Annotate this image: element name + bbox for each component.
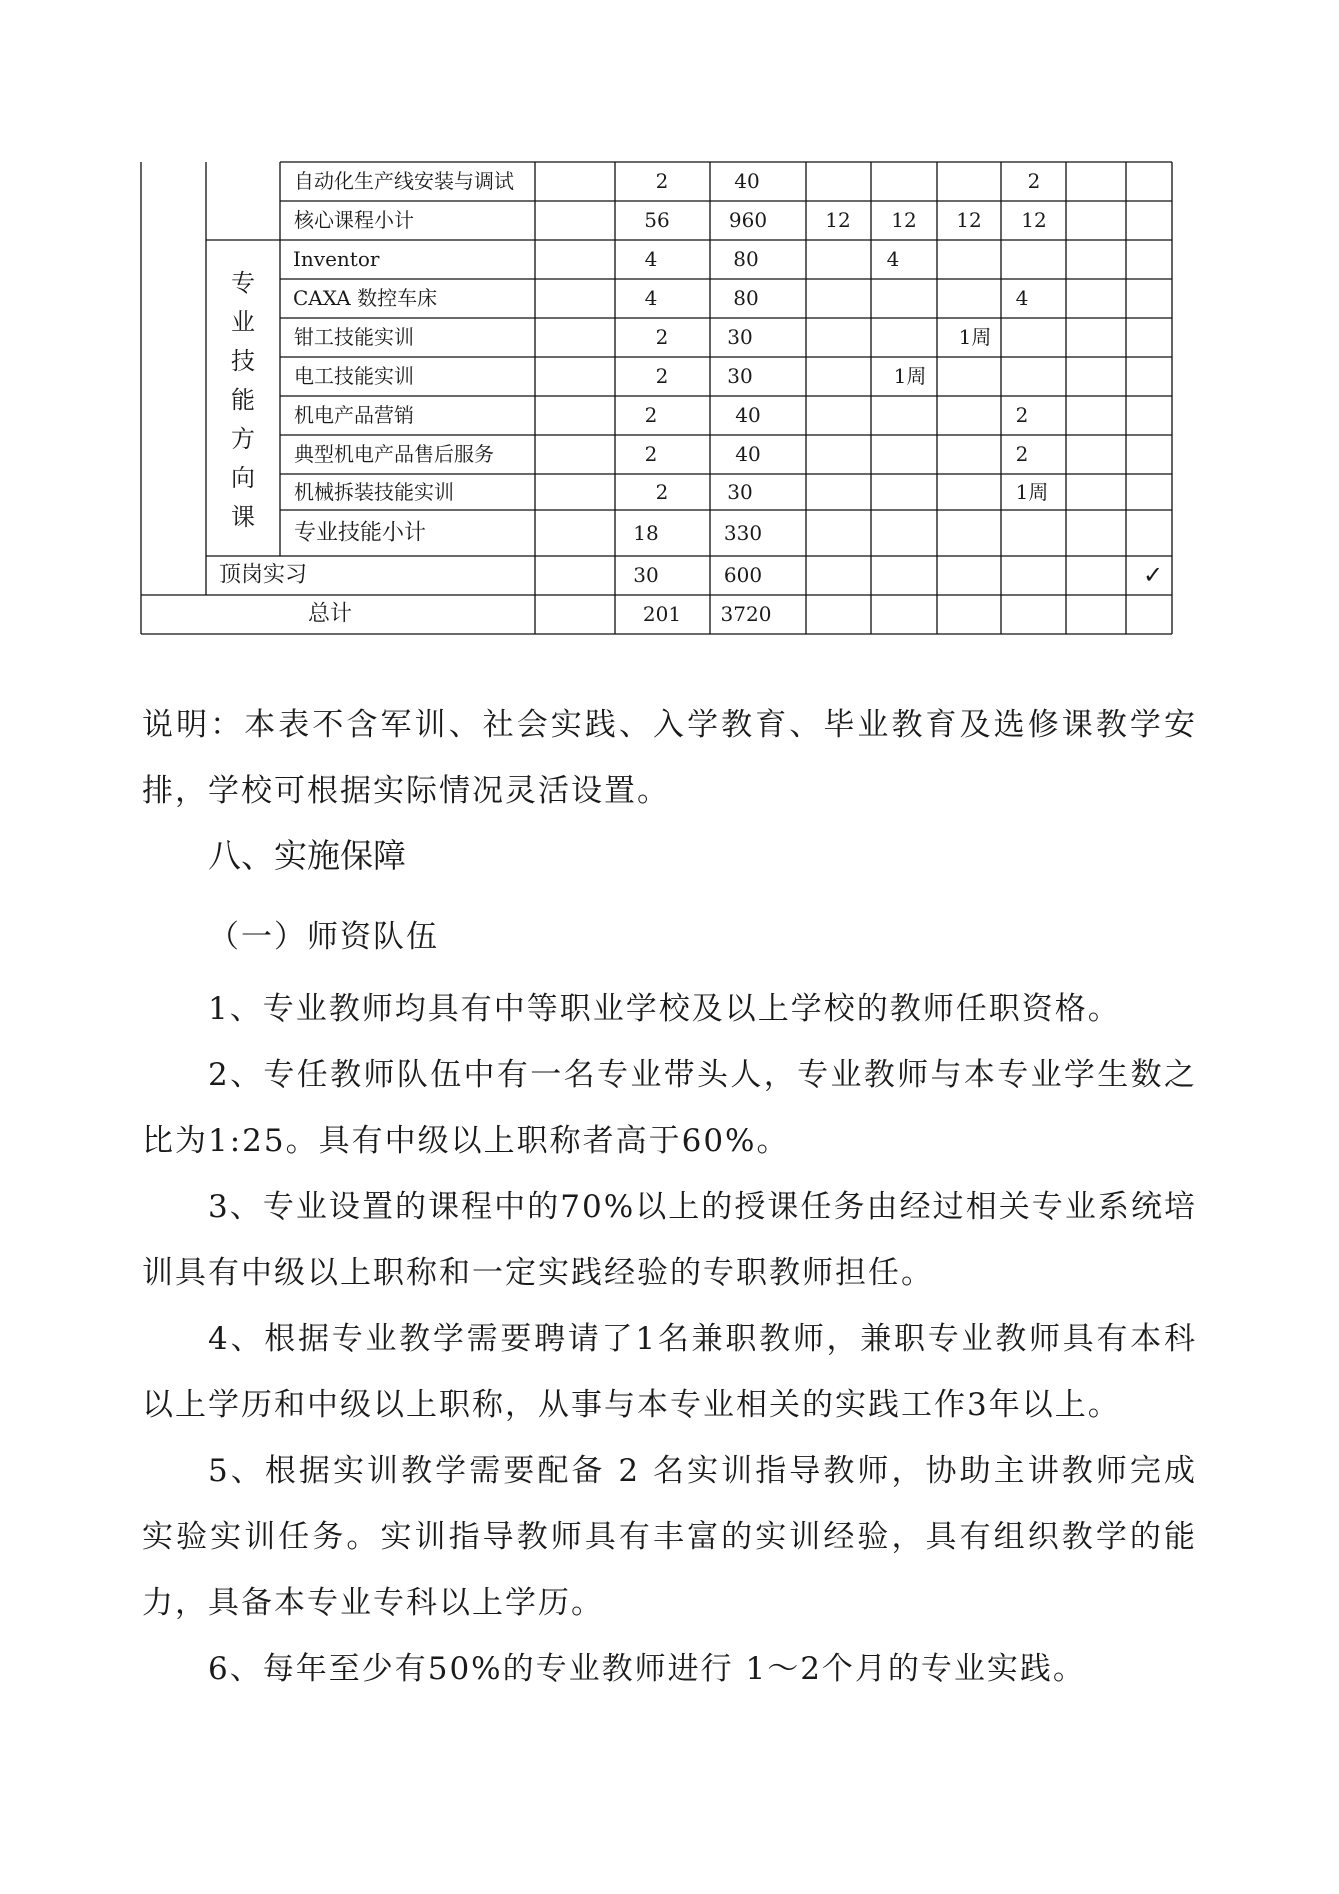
course-name: 电工技能实训: [294, 364, 414, 388]
hours-cell: 40: [735, 442, 761, 466]
course-name: Inventor: [293, 247, 380, 271]
semester-cell: 2: [1015, 442, 1029, 466]
table-row: [293, 286, 1028, 310]
list-item: 2、专任教师队伍中有一名专业带头人，专业教师与本专业学生数之比为1:25。具有中级以上职称者高于60%。: [142, 1057, 1197, 1159]
category-char: 技: [231, 347, 255, 375]
credits-cell: 2: [655, 480, 669, 504]
list-item: 1、专业教师均具有中等职业学校及以上学校的教师任职资格。: [208, 991, 1121, 1027]
credits-cell: 56: [644, 208, 670, 232]
category-char: 课: [231, 503, 255, 531]
internship-row: [219, 561, 1163, 589]
course-name: 钳工技能实训: [294, 325, 414, 349]
list-item: 6、每年至少有50%的专业教师进行 1～2个月的专业实践。: [208, 1651, 1086, 1687]
table-row: [294, 169, 1040, 193]
course-name: 机械拆装技能实训: [294, 480, 454, 504]
list-item: 3、专业设置的课程中的70%以上的授课任务由经过相关专业系统培训具有中级以上职称和一定实践经验的专职教师担任。: [142, 1189, 1197, 1291]
check-mark-icon: ✓: [1142, 561, 1164, 589]
course-name: 自动化生产线安装与调试: [294, 169, 514, 193]
credits-cell: 30: [633, 563, 659, 587]
hours-cell: 80: [733, 286, 759, 310]
table-row: [294, 442, 1028, 466]
hours-cell: 40: [734, 169, 760, 193]
table-row: [294, 208, 1047, 232]
semester-cell: 12: [1021, 208, 1047, 232]
internship-label: 顶岗实习: [219, 562, 308, 588]
hours-cell: 40: [735, 403, 761, 427]
category-char: 能: [231, 386, 255, 414]
credits-cell: 18: [633, 521, 659, 545]
semester-cell: 1周: [958, 325, 992, 349]
table-row: [294, 521, 762, 546]
table-row: [294, 325, 991, 349]
credits-cell: 2: [644, 442, 658, 466]
table-row: [294, 480, 1048, 504]
course-name: 专业技能小计: [294, 520, 427, 546]
hours-cell: 600: [723, 563, 763, 587]
course-schedule-table: [0, 0, 1339, 650]
list-item: 4、根据专业教学需要聘请了1名兼职教师，兼职专业教师具有本科以上学历和中级以上职称，从事与本专业相关的实践工作3年以上。: [142, 1321, 1197, 1423]
list-item: 5、根据实训教学需要配备 2 名实训指导教师，协助主讲教师完成实验实训任务。实训指导教师具有丰富的实训经验，具有组织教学的能力，具备本专业专科以上学历。: [142, 1453, 1197, 1621]
semester-cell: 2: [1015, 403, 1029, 427]
semester-cell: 1周: [893, 364, 927, 388]
course-name: 典型机电产品售后服务: [294, 442, 494, 466]
semester-cell: 12: [825, 208, 851, 232]
credits-cell: 2: [655, 325, 669, 349]
course-name: CAXA 数控车床: [293, 286, 438, 310]
semester-cell: 12: [956, 208, 982, 232]
credits-cell: 2: [655, 169, 669, 193]
table-note: 说明：本表不含军训、社会实践、入学教育、毕业教育及选修课教学安排，学校可根据实际情况灵活设置。: [142, 707, 1197, 809]
credits-cell: 4: [644, 247, 658, 271]
hours-cell: 80: [733, 247, 759, 271]
table-row: [293, 247, 899, 271]
category-char: 专: [231, 269, 255, 297]
course-name: 核心课程小计: [294, 208, 414, 232]
section-title: 八、实施保障: [208, 836, 406, 875]
category-char: 向: [231, 464, 255, 492]
credits-cell: 4: [644, 286, 658, 310]
semester-cell: 4: [886, 247, 900, 271]
category-char: 业: [231, 308, 255, 336]
hours-cell: 30: [727, 325, 753, 349]
category-label-vertical: [231, 269, 255, 531]
semester-cell: 2: [1027, 169, 1041, 193]
hours-cell: 30: [727, 364, 753, 388]
credits-cell: 201: [642, 602, 682, 626]
semester-cell: 4: [1015, 286, 1029, 310]
semester-cell: 12: [891, 208, 917, 232]
category-char: 方: [231, 425, 255, 453]
credits-cell: 2: [655, 364, 669, 388]
total-label: 总计: [307, 601, 353, 627]
course-name: 机电产品营销: [294, 403, 414, 427]
table-row: [294, 403, 1028, 427]
table-row: [294, 364, 926, 388]
hours-cell: 330: [723, 521, 763, 545]
credits-cell: 2: [644, 403, 658, 427]
subsection-title: （一）师资队伍: [208, 919, 439, 955]
total-row: [308, 602, 771, 627]
hours-cell: 960: [728, 208, 768, 232]
hours-cell: 3720: [720, 602, 772, 626]
semester-cell: 1周: [1015, 480, 1049, 504]
hours-cell: 30: [727, 480, 753, 504]
